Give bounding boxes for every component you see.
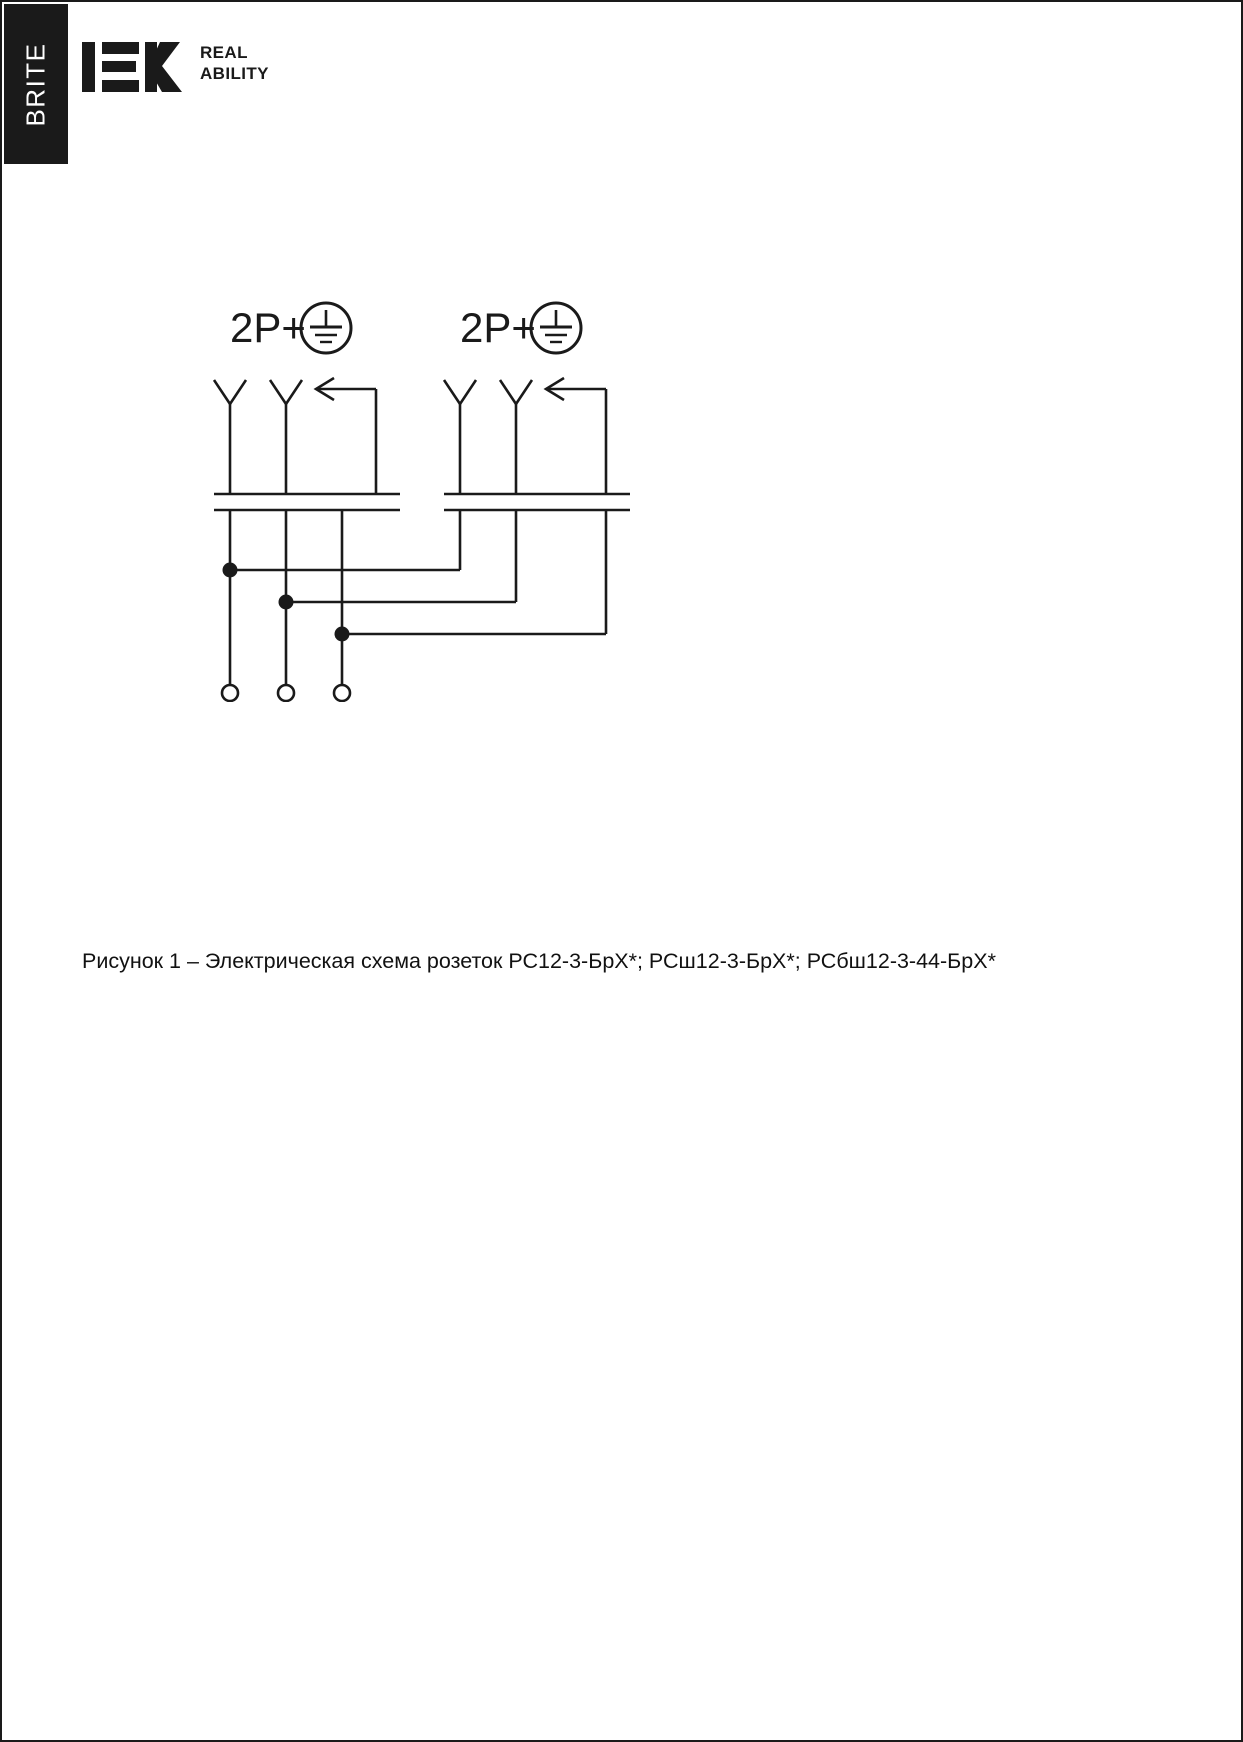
schematic-drawing <box>152 272 852 702</box>
junction-node-2 <box>279 595 294 610</box>
terminal-3 <box>334 685 350 701</box>
logo-tagline-line2: ABILITY <box>200 63 269 83</box>
figure-caption: Рисунок 1 – Электрическая схема розеток РС12-3-БрХ*; РСш12-3-БрХ*; РСбш12-3-44-БрХ* <box>82 949 996 973</box>
logo-block <box>82 38 269 96</box>
iek-logo-icon <box>82 38 186 96</box>
terminal-2 <box>278 685 294 701</box>
junction-node-3 <box>335 627 350 642</box>
socket-wiring-diagram <box>152 272 852 702</box>
logo-tagline <box>200 43 269 84</box>
logo-tagline-line1: REAL <box>200 43 248 62</box>
junction-node-1 <box>223 563 238 578</box>
socket-label-1: 2P+ <box>230 304 306 351</box>
terminal-1 <box>222 685 238 701</box>
brand-tab <box>4 4 68 164</box>
brand-tab-label: BRITE <box>20 41 51 127</box>
socket-label-2: 2P+ <box>460 304 536 351</box>
